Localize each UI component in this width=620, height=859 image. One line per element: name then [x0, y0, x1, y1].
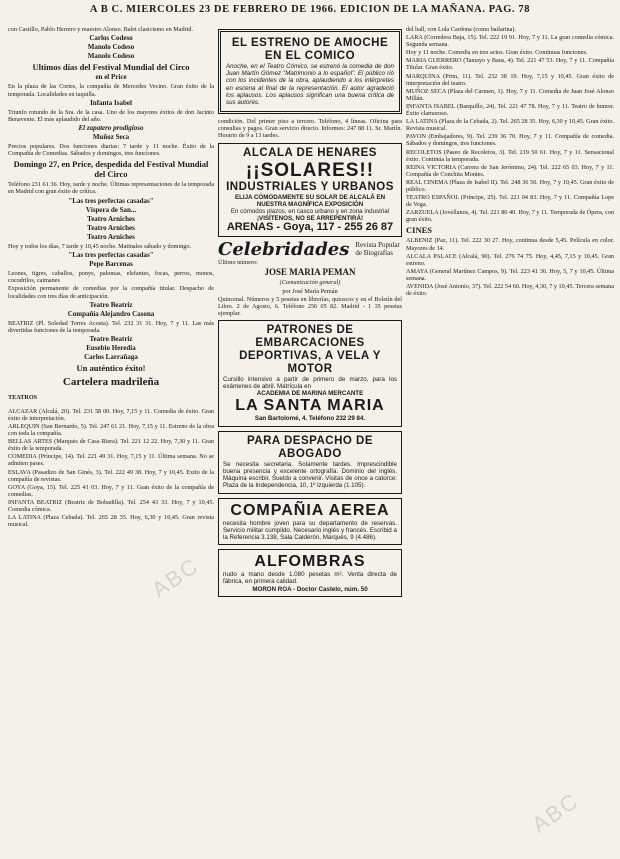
estreno-subtitle: EN EL COMICO — [264, 50, 356, 62]
abogado-title: PARA DESPACHO DE ABOGADO — [247, 434, 373, 460]
alfombras-ad — [218, 549, 402, 597]
left-paragraph: ALCAZAR (Alcalá, 20). Tel. 231 58 00. Hoy, 7,15 y 11. Comedia de éxito. Gran éxito de interpretación. — [8, 407, 214, 422]
solares-headline: ¡¡SOLARES!! — [245, 159, 375, 181]
compania-body: necesita hombre joven para su departamento de reservas. Servicio militar cumplido. Necesario inglés y francés. Escribid a la Referencia 3.138, Sala Calderón, Marqués, 9 (4.486). — [223, 519, 397, 541]
solares-ad — [218, 143, 402, 238]
cine-listing: AVENIDA (José Antonio, 37). Tel. 222 54 60. Hoy, 4,30, 7 y 10,45. Tercera semana de éxito. — [406, 283, 614, 298]
left-paragraph: En la plaza de las Cortes, la compañía de Mercedes Vecino. Gran éxito de la temporada. Localidades en taquilla. — [8, 83, 214, 98]
left-heading: Teatro Beatriz — [89, 300, 133, 309]
right-paragraph: PAVON (Embajadores, 9). Tel. 239 36 70. Hoy, 7 y 11. Compañía de comedia. Sábados y domingos, tres funciones. — [406, 133, 614, 148]
middle-paragraph: condición. Del primer piso a tercero. Teléfono, 4 líneas. Oficina para consultas y pagos. Gran servicio directo. Informes: 247 88 11. Sr. Martín. Horario de 9 a 13 tardes. — [218, 118, 402, 140]
patrones-title: PATRONES DE EMBARCACIONES DEPORTIVAS, A VELA Y MOTOR — [239, 323, 381, 375]
solares-terms: En cómodos plazos, en casco urbano y en zona industrial — [230, 207, 390, 215]
solares-subhead: INDUSTRIALES Y URBANOS — [226, 180, 394, 193]
left-heading: Manolo Codeso — [87, 43, 135, 52]
left-text: con Castillo, Pablo Herrero y maestro Alonso. Balet clasicismo en Madrid. — [8, 26, 194, 33]
left-paragraph: GOYA (Goya, 15). Tel. 225 41 03. Hoy, 7 y 11. Gran éxito de la compañía de comedias. — [8, 483, 214, 498]
left-heading: Muñoz Seca — [92, 133, 130, 142]
solares-address: ARENAS - Goya, 117 - 255 26 87 — [226, 221, 394, 234]
right-paragraph: INFANTA ISABEL (Barquillo, 24). Tel. 221 47 78. Hoy, 7 y 11. Teatro de humor. Éxito clamoroso. — [406, 102, 614, 118]
right-paragraph: REINA VICTORIA (Carrera de San Jerónimo, 24). Tel. 222 65 03. Hoy, 7 y 11. Compañía de Conchita Montes. — [406, 163, 614, 178]
patrones-ad — [218, 320, 402, 427]
left-heading: Un auténtico éxito! — [76, 363, 146, 374]
right-paragraph: Hoy y 11 noche. Comedia en tres actos. Gran éxito. Continuas funciones. — [406, 49, 588, 57]
estreno-body: Anoche, en el Teatro Cómico, se estrenó la comedia de don Juan Martín Gómez "Matrimonio a lo español". El público rió con los incidentes de la obra, aplaudiendo a los intérpretes en escena al final de la representación. El autor agradeció los aplausos. Los aplausos significan una buena crítica de sus autores. — [226, 63, 394, 107]
left-heading: Teatro Arniches — [87, 214, 135, 223]
left-heading: Compañía Alejandro Casona — [67, 309, 155, 318]
left-heading: Teatro Arniches — [87, 232, 135, 241]
left-paragraph: Hoy y todos los días, 7 tarde y 10,45 noche. Matinales sábado y domingo. — [8, 242, 192, 250]
cines-heading: CINES — [406, 225, 432, 236]
left-paragraph: Exposición permanente de comedias por la compañía titular. Despacho de localidades con tres días de anticipación. — [8, 285, 214, 300]
abogado-body: Se necesita secretaria. Solamente tardes. Imprescindible buena presencia y excelente ortografía. Dominio del inglés. Máquina escribir. Sueldo a convenir. Visitas de once a catorce: Plaza de la Independencia, 10, 1º izquierda (1.105). — [223, 460, 397, 490]
right-paragraph: MARIA GUERRERO (Tamayo y Baus, 4). Tel. 221 47 53. Hoy, 7 y 11. Compañía Titular. Gran éxito. — [406, 57, 614, 72]
alfombras-address: MORON ROA - Doctor Castelo, núm. 50 — [252, 585, 368, 593]
abogado-ad — [218, 431, 402, 494]
cine-listing: AMAYA (General Martínez Campos, 9). Tel. 223 41 36. Hoy, 5, 7 y 10,45. Última semana. — [406, 267, 614, 282]
left-heading: Teatro Beatriz — [89, 335, 133, 343]
left-heading: Infanta Isabel — [90, 98, 132, 107]
solares-callout: ¡VISÍTENOS, NO SE ARREPENTIRÁ! — [257, 215, 363, 223]
alfombras-body: nudo a mano desde 1.080 pesetas m². Venta directa de fábrica, en primera calidad. — [223, 571, 397, 586]
right-paragraph: RECOLETOS (Paseo de Recoletos, 3). Tel. 219 50 61. Hoy, 7 y 11. Sensacional éxito. Continúa la temporada. — [406, 148, 614, 163]
right-column — [406, 26, 614, 852]
celebridades-body: Quincenal. Números y 5 pesetas en librerías, quioscos y en el Boletín del Libro. 2 de Agosto, 6. Teléfono 256 05 82. Madrid - 1 35 pesetas ejemplar. — [218, 295, 402, 317]
left-heading: "Las tres perfectas casadas" — [68, 196, 154, 205]
right-paragraph: ZARZUELA (Jovellanos, 4). Tel. 221 80 40. Hoy, 7 y 11. Temporada de Ópera, con gran éxito. — [406, 209, 614, 224]
solares-location: ALCALA DE HENARES — [243, 146, 377, 159]
left-paragraph: BELLAS ARTES (Marqués de Casa Riera). Tel. 221 12 22. Hoy, 7,30 y 11. Gran éxito de la temporada. — [8, 438, 214, 453]
left-paragraph: Precios populares. Dos funciones diarias: 7 tarde y 11 noche. Éxito de la Compañía de Comedias. Sábados y domingos, tres funciones. — [8, 143, 214, 158]
patrones-org: ACADEMIA DE MARINA MERCANTE — [256, 390, 364, 398]
left-heading: Domingo 27, en Price, despedida del Festival Mundial del Circo — [13, 159, 209, 180]
patrones-address: San Bartolomé, 4. Teléfono 232 29 84. — [254, 415, 366, 423]
page-header: A B C. MIERCOLES 23 DE FEBRERO DE 1966. EDICION DE LA MAÑANA. PAG. 78 — [89, 4, 531, 15]
cine-listing: ALCALA PALACE (Alcalá, 90). Tel. 276 74 75. Hoy, 4,45, 7,15 y 10,45. Gran estreno. — [406, 252, 614, 267]
left-heading: en el Price — [95, 73, 127, 82]
right-paragraph: MUÑOZ SECA (Plaza del Carmen, 1). Hoy, 7 y 11. Comedia de Juan José Alonso Millán. — [406, 87, 614, 102]
celebridades-ad — [218, 238, 402, 317]
abc-watermark: ABC — [527, 787, 584, 838]
left-heading: Víspera de San... — [85, 205, 137, 214]
celebridades-lead: Último número: — [218, 259, 258, 267]
cine-listing: ALBENIZ (Paz, 11). Tel. 222 30 27. Hoy, continua desde 5,45. Película en color. Mayores de 14. — [406, 237, 614, 252]
left-heading: Ultimos días del Festival Mundial del Circo — [32, 62, 190, 73]
solares-exposicion: ELIJA CÓMODAMENTE SU SOLAR DE ALCALÁ EN NUESTRA MAGNÍFICA EXPOSICIÓN — [234, 193, 386, 208]
right-paragraph: REAL CINEMA (Plaza de Isabel II). Tel. 248 36 50. Hoy, 7 y 10,45. Gran éxito de público. — [406, 178, 614, 193]
left-paragraph: BEATRIZ (Pl. Soledad Torres Acosta). Tel. 232 31 31. Hoy, 7 y 11. Las más divertidas funciones de la temporada. — [8, 319, 214, 334]
left-heading: El zapatero prodigioso — [78, 123, 144, 132]
left-paragraph: INFANTA BEATRIZ (Beatriz de Bobadilla). Tel. 254 43 33. Hoy, 7 y 10,45. Comedia cómica. — [8, 498, 214, 513]
middle-column — [218, 26, 402, 852]
left-paragraph: ESLAVA (Pasadizo de San Ginés, 3). Tel. 222 49 38. Hoy, 7 y 10,45. Exito de la compañía de revistas. — [8, 468, 214, 483]
celebridades-logo: Celebridades — [218, 238, 350, 260]
abc-watermark: ABC — [147, 552, 204, 603]
left-paragraph: LA LATINA (Plaza Cebada). Tel. 265 28 35. Hoy, 6,30 y 10,45. Gran revista musical. — [8, 514, 214, 529]
right-paragraph: MARQUINA (Prim, 11). Tel. 232 38 19. Hoy, 7,15 y 10,45. Gran éxito de interpretación del teatro. — [406, 72, 614, 87]
patrones-school: LA SANTA MARIA — [235, 397, 385, 415]
patrones-body: Cursillo intensivo a partir de primero de marzo, para los exámenes de abril. Matrícula en — [223, 375, 397, 391]
left-heading: Eusebio Heredia — [86, 344, 136, 353]
left-paragraph: Triunfo rotundo de la Sra. de la casa. Uno de los mayores éxitos de don Jacinto Benavente. El más aplaudido del año. — [8, 108, 214, 123]
left-paragraph: Leones, tigres, caballos, ponys, palomas, elefantes, focas, perros, monos, cocodrilos, caimanes — [8, 270, 214, 285]
right-paragraph: LARA (Corredera Baja, 15). Tel. 222 19 91. Hoy, 7 y 11. La gran comedia cómica. Segunda semana. — [406, 34, 614, 49]
celebridades-by: por José María Pemán — [282, 287, 338, 295]
right-paragraph: TEATRO ESPAÑOL (Príncipe, 25). Tel. 221 04 83. Hoy, 7 y 11. Compañía Lope de Vega. — [406, 194, 614, 209]
right-paragraph: LA LATINA (Plaza de la Cebada, 2). Tel. 265 28 35. Hoy, 6,30 y 10,45. Gran éxito. Revista musical. — [406, 118, 614, 133]
left-heading: Carlos Larrañaga — [84, 353, 138, 362]
celebridades-role: (Comunicación general) — [279, 279, 341, 287]
left-paragraph: ARLEQUIN (San Bernardo, 5). Tel. 247 61 21. Hoy, 7,15 y 11. Estreno de la obra con toda la compañía. — [8, 422, 214, 438]
estreno-box — [218, 29, 402, 114]
cartelera-heading: Cartelera madrileña — [62, 376, 160, 389]
compania-ad — [218, 498, 402, 546]
left-heading: Carlos Codeso — [89, 34, 133, 43]
left-paragraph: Teléfono 231 61 36. Hoy, tarde y noche. Últimas representaciones de la temporada en Madrid con gran éxito de crítica. — [8, 181, 214, 196]
estreno-title: EL ESTRENO DE AMOCHE — [231, 37, 389, 49]
celebridades-name: JOSE MARIA PEMAN — [264, 267, 356, 278]
alfombras-title: ALFOMBRAS — [254, 553, 366, 571]
left-heading: Pepe Barcenas — [89, 260, 133, 269]
left-heading: Teatro Arniches — [87, 223, 135, 232]
teatros-heading: TEATROS — [8, 394, 38, 402]
left-column — [8, 26, 214, 852]
left-heading: "Las tres perfectas casadas" — [68, 251, 154, 260]
left-heading: Manolo Codeso — [87, 52, 135, 61]
right-paragraph: del hall, con Lola Cardona (como bailarina). — [406, 26, 516, 33]
left-paragraph: COMEDIA (Príncipe, 14). Tel. 221 49 31. Hoy, 7,15 y 11. Última semana. No se admiten pases. — [8, 453, 214, 468]
compania-title: COMPAÑIA AEREA — [230, 501, 390, 519]
celebridades-tagline: Revista Popular de Biografías — [355, 241, 400, 258]
